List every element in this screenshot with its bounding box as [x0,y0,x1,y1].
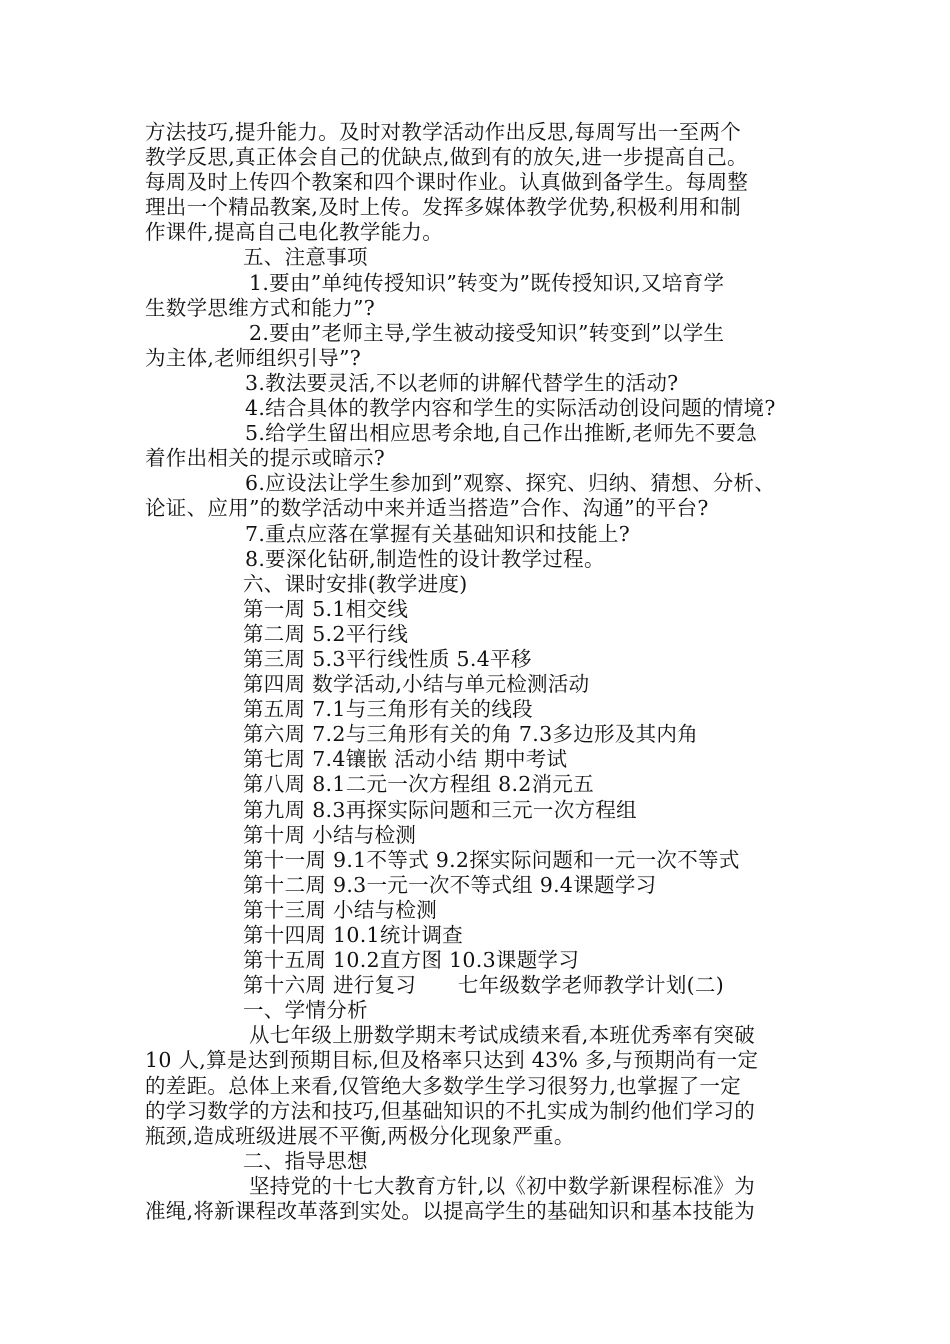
schedule-row: 第一周 5.1相交线 [243,596,409,621]
schedule-row: 第七周 7.4镶嵌 活动小结 期中考试 [243,747,568,772]
text-line: 方法技巧,提升能力。及时对教学活动作出反思,每周写出一至两个 [145,120,742,144]
list-item: 7.重点应落在掌握有关基础知识和技能上? [245,521,631,546]
schedule-row: 第十六周 进行复习 七年级数学老师教学计划(二) [243,973,725,998]
text-line: 论证、应用”的数学活动中来并适当搭造”合作、沟通”的平台? [145,496,709,521]
section-heading: 六、课时安排(教学进度) [243,571,468,596]
list-item: 8.要深化钻研,制造性的设计教学过程。 [245,546,605,571]
list-item: 6.应设法让学生参加到”观察、探究、归纳、猜想、分析、 [245,471,776,496]
text-line: 教学反思,真正体会自己的优缺点,做到有的放矢,进一步提高自己。 [145,145,748,170]
schedule-row: 第五周 7.1与三角形有关的线段 [243,697,533,722]
paragraph-start: 坚持党的十七大教育方针,以《初中数学新课程标准》为 [249,1173,756,1198]
section-heading: 二、指导思想 [243,1148,368,1173]
schedule-row: 第十二周 9.3一元一次不等式组 9.4课题学习 [243,872,657,897]
document-body [145,120,825,1224]
text-line: 的学习数学的方法和技巧,但基础知识的不扎实成为制约他们学习的 [145,1098,756,1123]
schedule-row: 第三周 5.3平行线性质 5.4平移 [243,646,532,671]
schedule-row: 第二周 5.2平行线 [243,621,409,646]
text-line: 为主体,老师组织引导”? [145,345,362,370]
schedule-row: 第八周 8.1二元一次方程组 8.2消元五 [243,772,595,797]
list-item: 1.要由”单纯传授知识”转变为”既传授知识,又培育学 [249,270,725,295]
schedule-row: 第十五周 10.2直方图 10.3课题学习 [243,948,580,973]
list-item: 5.给学生留出相应思考余地,自己作出推断,老师先不要急 [245,421,758,446]
schedule-row: 第十一周 9.1不等式 9.2探实际问题和一元一次不等式 [243,847,740,872]
section-heading: 一、学情分析 [243,998,368,1023]
text-line: 生数学思维方式和能力”? [145,295,376,320]
text-line: 瓶颈,造成班级进展不平衡,两极分化现象严重。 [145,1123,575,1148]
schedule-row: 第十四周 10.1统计调查 [243,923,464,947]
text-line: 的差距。总体上来看,仅管绝大多数学生学习很努力,也掌握了一定 [145,1073,742,1098]
section-heading: 五、注意事项 [243,245,368,270]
list-item: 2.要由”老师主导,学生被动接受知识”转变到”以学生 [249,320,725,345]
schedule-row: 第四周 数学活动,小结与单元检测活动 [243,672,590,697]
text-line: 10 人,算是达到预期目标,但及格率只达到 43% 多,与预期尚有一定 [145,1048,759,1073]
text-line: 作课件,提高自己电化教学能力。 [145,220,444,245]
text-line: 每周及时上传四个教案和四个课时作业。认真做到备学生。每周整 [145,170,749,195]
list-item: 4.结合具体的教学内容和学生的实际活动创设问题的情境? [245,396,776,421]
schedule-row: 第六周 7.2与三角形有关的角 7.3多边形及其内角 [243,722,699,747]
paragraph-start: 从七年级上册数学期末考试成绩来看,本班优秀率有突破 [249,1023,756,1048]
schedule-row: 第九周 8.3再探实际问题和三元一次方程组 [243,797,637,822]
text-line: 理出一个精品教案,及时上传。发挥多媒体教学优势,积极利用和制 [145,195,742,220]
list-item: 3.教法要灵活,不以老师的讲解代替学生的活动? [245,370,679,395]
text-line: 准绳,将新课程改革落到实处。以提高学生的基础知识和基本技能为 [145,1199,756,1224]
schedule-row: 第十周 小结与检测 [243,822,417,847]
text-line: 着作出相关的提示或暗示? [145,446,386,471]
schedule-row: 第十三周 小结与检测 [243,897,438,922]
